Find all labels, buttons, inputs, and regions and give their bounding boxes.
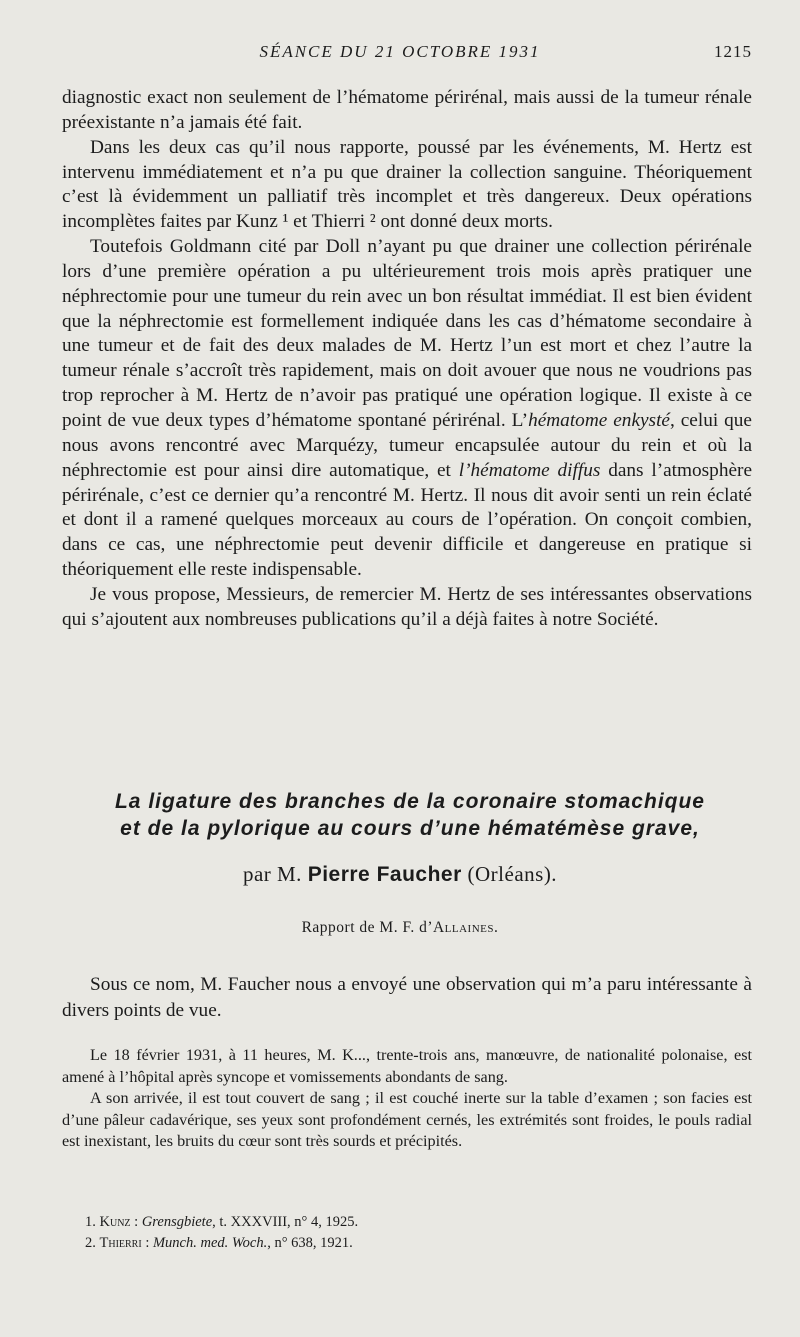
author-location: (Orléans).	[467, 862, 558, 886]
paragraph-text: dans l’atmosphère périrénale, c’est ce dernier qu’a rencontré M. Hertz. Il nous dit avoir senti un rein éclaté et dont il a ramené quelques morceaux au cours de l’opération. On conçoit combien, dans ce cas, une néphrectomie peut devenir difficile et dangereuse en pratique si théoriquement elle reste indispensable.	[62, 459, 752, 581]
case-report	[62, 1045, 752, 1153]
footnote-journal: Grensgbiete	[141, 1214, 213, 1230]
paragraph-text: , celui que nous avons rencontré avec Marquézy, tumeur encapsulée autour du rein et où la néphrectomie est pour ainsi dire automatique, et	[62, 409, 752, 481]
footnote-details: , n° 638, 1921.	[267, 1235, 353, 1251]
running-title: SÉANCE DU 21 OCTOBRE 1931	[259, 42, 541, 61]
article-title	[70, 788, 750, 842]
footnote-sep: :	[141, 1235, 153, 1251]
footnote-details: , t. XXXVIII, n° 4, 1925.	[212, 1214, 359, 1230]
author-name: Pierre Faucher	[307, 863, 462, 886]
paragraph: A son arrivée, il est tout couvert de sang ; il est couché inerte sur la table d’examen ; son facies est d’une pâleur cadavérique, ses yeux sont profondément cernés, les extrémités sont froides, le pouls radial est inexistant, les bruits du cœur sont très sourds et précipités.	[62, 1089, 752, 1151]
paragraph-text: Toutefois Goldmann cité par Doll n’ayant pu que drainer une collection périrénale lors d’une première opération a pu ultérieurement trois mois après pratiquer une néphrectomie pour une tumeur du rein avec un bon résultat immédiat. Il est bien évident que la néphrectomie est formellement indiquée dans les cas d’hématome secondaire à une tumeur et de fait des deux malades de M. Hertz l’un est mort et chez l’autre la tumeur rénale s’accroît très rapidement, mais on doit avouer que nous ne voudrions pas trop reprocher à M. Hertz de n’avoir pas pratiqué une opération logique. Il existe à ce point de vue deux types d’hématome spontané périrénal.	[62, 236, 752, 431]
footnote-journal: Munch. med. Woch.	[152, 1235, 268, 1251]
reporter-name: Allaines	[432, 919, 495, 936]
footnote	[85, 1233, 725, 1254]
running-head	[0, 42, 800, 66]
paragraph: Je vous propose, Messieurs, de remercier M. Hertz de ses intéressantes observations qui s’ajoutent aux nombreuses publications qu’il a déjà faites à notre Société.	[62, 583, 752, 630]
footnote-sep: :	[130, 1214, 142, 1230]
report-prefix: Rapport de M. F. d’	[301, 919, 433, 936]
article-title-line: La ligature des branches de la coronaire stomachique	[114, 790, 705, 813]
paragraph: Dans les deux cas qu’il nous rapporte, poussé par les événements, M. Hertz est intervenu immédiatement et n’a pu que drainer la collection sanguine. Théoriquement c’est là évidemment un palliatif très incomplet et très dangereux. Deux opérations incomplètes faites par Kunz ¹ et Thierri ² ont donné deux morts.	[62, 136, 752, 233]
page-number: 1215	[714, 42, 752, 61]
italic-term: l’hématome diffus	[458, 459, 601, 481]
article-title-line: et de la pylorique au cours d’une hématémèse grave,	[120, 817, 700, 840]
byline	[0, 862, 800, 887]
footnote-author: Thierri	[99, 1235, 142, 1251]
report-body	[62, 86, 752, 633]
byline-prefix: par M.	[242, 862, 302, 886]
paragraph-text: L’	[511, 409, 529, 431]
report-suffix: .	[494, 919, 499, 936]
paragraph: Le 18 février 1931, à 11 heures, M. K..., trente-trois ans, manœuvre, de nationalité polonaise, est amené à l’hôpital après syncope et vomissements abondants de sang.	[62, 1046, 752, 1086]
report-line	[0, 919, 800, 937]
italic-term: hématome enkysté	[528, 409, 670, 431]
paragraph: diagnostic exact non seulement de l’hématome périrénal, mais aussi de la tumeur rénale préexistante n’a jamais été fait.	[62, 87, 752, 133]
footnote-number: 2.	[85, 1235, 96, 1251]
footnote-number: 1.	[85, 1214, 96, 1230]
footnotes	[85, 1212, 725, 1254]
paragraph: Sous ce nom, M. Faucher nous a envoyé une observation qui m’a paru intéressante à divers points de vue.	[62, 974, 752, 1021]
footnote-author: Kunz	[99, 1214, 131, 1230]
article-intro	[62, 972, 752, 1024]
paragraph	[62, 235, 752, 583]
footnote	[85, 1212, 725, 1233]
